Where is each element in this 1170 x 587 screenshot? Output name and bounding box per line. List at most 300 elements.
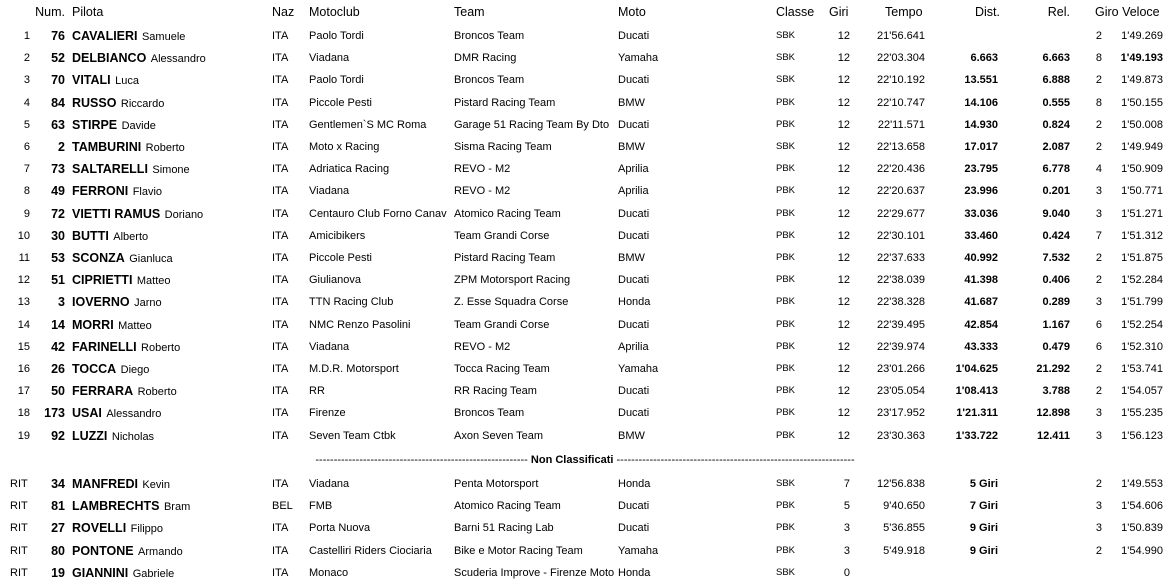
rider-motoclub: Adriatica Racing [309, 163, 390, 176]
total-time: 22'13.658 [877, 141, 925, 153]
best-lap-time: 1'54.057 [1121, 385, 1163, 398]
rider-name [72, 247, 272, 270]
rider-surname: PONTONE [72, 543, 134, 558]
best-lap-number: 7 [1095, 229, 1102, 242]
rider-team: Broncos Team [454, 30, 525, 42]
rider-motoclub: Viadana [309, 478, 350, 490]
header-moto: Moto [618, 5, 646, 19]
total-time: 23'01.266 [877, 363, 925, 375]
rider-motoclub: Amicibikers [309, 229, 366, 242]
gap-to-previous: 0.201 [1042, 185, 1070, 198]
rider-class: PBK [776, 207, 796, 219]
rider-class: PBK [776, 252, 796, 263]
total-time: 22'20.637 [877, 185, 925, 198]
rider-motoclub: Castelliri Riders Ciociaria [309, 544, 432, 557]
rider-nation: ITA [272, 163, 289, 176]
rider-class: PBK [776, 429, 796, 441]
rider-surname: MANFREDI [72, 477, 138, 491]
rider-team: Axon Seven Team [454, 429, 544, 442]
rider-bike: Yamaha [618, 544, 659, 557]
best-lap-time: 1'49.193 [1120, 52, 1163, 65]
best-lap-number: 2 [1095, 274, 1102, 287]
best-lap-number: 2 [1095, 118, 1102, 131]
rider-motoclub: Viadana [309, 52, 350, 65]
best-lap-number: 3 [1095, 296, 1102, 309]
table-row [0, 225, 1170, 247]
rider-name [72, 540, 272, 563]
rider-firstname: Riccardo [120, 97, 165, 110]
best-lap-time: 1'50.155 [1121, 96, 1163, 109]
row-position: 13 [17, 296, 30, 309]
rider-class: PBK [776, 522, 796, 534]
best-lap-number: 3 [1095, 429, 1102, 442]
gap-to-leader: 5 Giri [969, 478, 998, 490]
rider-name [72, 336, 272, 359]
rider-number: 80 [51, 543, 65, 558]
header-rel: Rel. [1047, 5, 1070, 19]
rider-number: 51 [51, 273, 65, 288]
rider-name [72, 180, 272, 203]
laps-count: 12 [837, 407, 850, 420]
rider-team: ZPM Motorsport Racing [454, 274, 571, 287]
rider-nation: ITA [272, 385, 289, 398]
rider-team: RR Racing Team [454, 385, 537, 398]
rider-motoclub: Paolo Tordi [309, 30, 364, 42]
rider-firstname: Armando [138, 545, 183, 558]
rider-team: Broncos Team [454, 407, 525, 420]
rider-number: 81 [51, 499, 65, 514]
header-giro-veloce: Giro Veloce [1095, 5, 1160, 19]
best-lap-number: 2 [1095, 385, 1102, 398]
rider-firstname: Gianluca [129, 253, 173, 265]
rider-surname: USAI [72, 406, 102, 421]
total-time: 12'56.838 [877, 478, 925, 490]
table-header [0, 1, 1170, 23]
row-position: 2 [23, 52, 30, 65]
rider-nation: ITA [272, 274, 289, 287]
total-time: 22'20.436 [877, 163, 925, 176]
rider-firstname: Samuele [141, 31, 186, 43]
table-row [0, 358, 1170, 380]
row-position: 9 [23, 207, 30, 220]
rider-firstname: Filippo [130, 523, 164, 536]
total-time: 9'40.650 [883, 500, 925, 513]
gap-to-previous: 0.289 [1042, 296, 1070, 309]
rider-motoclub: Giulianova [309, 274, 361, 287]
rider-nation: ITA [272, 407, 289, 420]
rider-class: PBK [776, 96, 796, 108]
header-motoclub: Motoclub [309, 5, 360, 19]
rider-motoclub: Viadana [309, 185, 350, 198]
rider-bike: Yamaha [618, 363, 659, 375]
best-lap-time: 1'54.606 [1121, 500, 1163, 513]
rider-team: Tocca Racing Team [454, 363, 550, 375]
rider-motoclub: NMC Renzo Pasolini [309, 318, 411, 331]
gap-to-leader: 41.398 [964, 274, 998, 287]
rider-motoclub: Piccole Pesti [309, 252, 372, 264]
gap-to-leader: 1'04.625 [955, 363, 998, 375]
table-row [0, 203, 1170, 225]
rider-team: REVO - M2 [454, 163, 511, 176]
gap-to-leader: 17.017 [964, 141, 998, 153]
row-position: 6 [23, 141, 30, 153]
rider-bike: Honda [618, 478, 651, 490]
gap-to-leader: 23.996 [964, 185, 998, 198]
laps-count: 12 [837, 429, 850, 442]
total-time: 22'11.571 [877, 118, 925, 131]
rider-class: SBK [776, 74, 796, 86]
rider-surname: MORRI [72, 317, 114, 332]
rider-nation: ITA [272, 544, 289, 557]
rider-bike: Ducati [618, 385, 650, 398]
header-giri: Giri [829, 5, 849, 19]
rider-number: 92 [51, 428, 65, 443]
rider-nation: ITA [272, 252, 289, 264]
table-row [0, 291, 1170, 313]
rider-nation: ITA [272, 30, 289, 42]
rider-surname: FARINELLI [72, 339, 137, 354]
rider-firstname: Roberto [141, 341, 181, 354]
rider-bike: Aprilia [618, 185, 649, 198]
gap-to-leader: 9 Giri [969, 522, 998, 535]
row-status: RIT [10, 478, 28, 490]
rider-number: 42 [51, 339, 65, 354]
rider-team: Barni 51 Racing Lab [454, 522, 554, 535]
rider-firstname: Roberto [137, 386, 177, 399]
rider-class: PBK [776, 274, 796, 286]
rider-firstname: Roberto [145, 142, 185, 154]
gap-to-leader: 13.551 [964, 74, 998, 87]
rider-number: 49 [51, 184, 65, 199]
total-time: 22'30.101 [877, 229, 925, 242]
best-lap-time: 1'50.771 [1121, 185, 1163, 198]
rider-class: PBK [776, 296, 796, 308]
best-lap-number: 3 [1095, 522, 1102, 535]
rider-nation: ITA [272, 340, 289, 353]
best-lap-number: 2 [1095, 141, 1102, 153]
laps-count: 12 [837, 52, 850, 65]
gap-to-previous: 0.824 [1042, 118, 1070, 131]
table-row [0, 269, 1170, 291]
rider-number: 72 [51, 206, 65, 221]
rider-surname: FERRONI [72, 184, 129, 199]
rider-motoclub: Viadana [309, 340, 350, 353]
rider-class: PBK [776, 363, 796, 374]
rider-number: 53 [51, 251, 65, 265]
best-lap-number: 8 [1095, 96, 1102, 109]
gap-to-previous: 0.479 [1042, 340, 1070, 353]
gap-to-previous: 6.663 [1042, 52, 1070, 65]
best-lap-number: 3 [1095, 500, 1102, 513]
rider-class: PBK [776, 118, 796, 130]
header-team: Team [454, 5, 485, 19]
rider-nation: ITA [272, 141, 289, 153]
row-position: 11 [18, 252, 30, 264]
laps-count: 12 [837, 118, 850, 131]
best-lap-time: 1'49.269 [1121, 30, 1163, 42]
rider-team: Broncos Team [454, 74, 525, 87]
gap-to-leader: 6.663 [970, 52, 998, 65]
rider-surname: LUZZI [72, 428, 108, 443]
rider-name [72, 314, 272, 337]
gap-to-previous: 9.040 [1042, 207, 1070, 220]
rider-class: PBK [776, 318, 796, 330]
best-lap-number: 3 [1095, 407, 1102, 420]
gap-to-leader: 7 Giri [969, 500, 998, 513]
rider-nation: ITA [272, 207, 289, 220]
rider-firstname: Matteo [118, 319, 152, 332]
table-row [0, 92, 1170, 114]
rider-number: 19 [51, 565, 65, 580]
row-position: 12 [17, 274, 30, 287]
rider-surname: RUSSO [72, 95, 117, 110]
laps-count: 12 [837, 363, 850, 375]
rider-number: 73 [51, 162, 65, 177]
best-lap-number: 3 [1095, 185, 1102, 198]
table-row [0, 380, 1170, 402]
best-lap-time: 1'51.271 [1121, 207, 1163, 220]
table-row [0, 25, 1170, 47]
laps-count: 12 [837, 385, 850, 398]
row-position: 18 [17, 407, 30, 420]
rider-nation: ITA [272, 318, 289, 331]
total-time: 22'38.039 [877, 274, 925, 287]
rider-bike: Yamaha [618, 52, 659, 65]
total-time: 21'56.641 [877, 30, 925, 42]
laps-count: 12 [837, 96, 850, 109]
rider-surname: VITALI [72, 73, 111, 88]
rider-nation: ITA [272, 52, 289, 65]
total-time: 22'03.304 [877, 52, 925, 65]
rider-team: Garage 51 Racing Team By Dto [454, 118, 610, 131]
best-lap-time: 1'51.799 [1121, 296, 1163, 309]
table-row [0, 247, 1170, 269]
rider-surname: DELBIANCO [72, 51, 147, 66]
rider-surname: CIPRIETTI [72, 273, 133, 288]
laps-count: 3 [843, 522, 850, 535]
rider-surname: SALTARELLI [72, 162, 148, 177]
row-position: 1 [23, 30, 30, 42]
row-position: 3 [23, 74, 30, 87]
rider-number: 50 [51, 384, 65, 399]
gap-to-previous: 21.292 [1036, 363, 1070, 375]
gap-to-leader: 33.036 [964, 207, 998, 220]
rider-nation: ITA [272, 522, 289, 535]
laps-count: 12 [837, 252, 850, 264]
gap-to-previous: 6.778 [1042, 163, 1070, 176]
best-lap-number: 2 [1095, 478, 1102, 490]
laps-count: 12 [837, 274, 850, 287]
rider-surname: VIETTI RAMUS [72, 206, 161, 221]
rider-name [72, 158, 272, 181]
best-lap-time: 1'50.008 [1121, 118, 1163, 131]
rider-surname: TOCCA [72, 362, 117, 376]
rider-team: Team Grandi Corse [454, 229, 550, 242]
rider-class: PBK [776, 544, 796, 556]
total-time: 5'36.855 [883, 522, 925, 535]
gap-to-leader: 33.460 [964, 229, 998, 242]
rider-bike: Aprilia [618, 340, 649, 353]
rider-name [72, 225, 272, 248]
row-position: 17 [17, 385, 30, 398]
rider-surname: BUTTI [72, 228, 109, 243]
rider-firstname: Alessandro [106, 408, 162, 421]
rider-firstname: Flavio [132, 186, 163, 199]
rider-class: PBK [776, 385, 796, 397]
table-row [0, 114, 1170, 136]
rider-bike: BMW [618, 96, 645, 109]
gap-to-previous: 12.898 [1036, 407, 1070, 420]
rider-class: SBK [776, 141, 796, 152]
gap-to-previous: 0.406 [1042, 274, 1070, 287]
total-time: 22'39.974 [877, 340, 925, 353]
table-row [0, 425, 1170, 447]
rider-surname: ROVELLI [72, 521, 127, 536]
gap-to-previous: 0.424 [1042, 229, 1070, 242]
rider-motoclub: M.D.R. Motorsport [309, 363, 399, 375]
laps-count: 12 [837, 163, 850, 176]
table-row [0, 540, 1170, 562]
rider-team: Bike e Motor Racing Team [454, 544, 583, 557]
rider-class: SBK [776, 52, 796, 64]
rider-nation: ITA [272, 185, 289, 198]
header-num: Num. [35, 5, 65, 19]
gap-to-leader: 23.795 [964, 163, 998, 176]
gap-to-previous: 1.167 [1042, 318, 1070, 331]
total-time: 23'17.952 [877, 407, 925, 420]
row-position: 10 [17, 229, 30, 242]
header-pilota: Pilota [72, 5, 104, 19]
rider-firstname: Kevin [142, 479, 170, 491]
rider-team: DMR Racing [454, 52, 517, 65]
total-time: 22'37.633 [877, 252, 925, 264]
rider-firstname: Jarno [134, 297, 162, 310]
gap-to-previous: 0.555 [1042, 96, 1070, 109]
best-lap-time: 1'51.875 [1121, 252, 1163, 264]
laps-count: 0 [843, 566, 850, 579]
non-classified-separator [0, 449, 1170, 471]
best-lap-time: 1'49.873 [1121, 74, 1163, 87]
rider-bike: Ducati [618, 500, 650, 513]
rider-motoclub: Centauro Club Forno Canav [309, 207, 447, 220]
rider-firstname: Alberto [113, 230, 149, 243]
laps-count: 3 [843, 544, 850, 557]
gap-to-leader: 1'08.413 [955, 385, 998, 398]
table-row [0, 517, 1170, 539]
rider-name [72, 92, 272, 115]
gap-to-leader: 41.687 [964, 296, 998, 309]
total-time: 22'10.192 [877, 74, 925, 87]
rider-surname: FERRARA [72, 384, 134, 399]
rider-bike: Ducati [618, 74, 650, 87]
row-position: 7 [23, 163, 30, 176]
laps-count: 12 [837, 296, 850, 309]
row-status: RIT [10, 544, 28, 557]
rider-bike: Ducati [618, 118, 650, 131]
total-time: 5'49.918 [883, 544, 925, 557]
rider-bike: Ducati [618, 229, 650, 242]
rider-number: 84 [51, 95, 65, 110]
rider-bike: BMW [618, 141, 645, 153]
gap-to-previous: 7.532 [1042, 252, 1070, 264]
best-lap-number: 2 [1095, 544, 1102, 557]
laps-count: 5 [843, 500, 850, 513]
gap-to-previous: 12.411 [1036, 429, 1070, 442]
rider-bike: Ducati [618, 318, 650, 331]
laps-count: 12 [837, 207, 850, 220]
rider-team: Atomico Racing Team [454, 500, 561, 513]
rider-nation: BEL [272, 500, 293, 513]
rider-number: 14 [51, 317, 65, 332]
rider-name [72, 47, 272, 70]
rider-team: Pistard Racing Team [454, 252, 556, 264]
rider-name [72, 69, 272, 92]
best-lap-number: 2 [1095, 74, 1102, 87]
rider-number: 52 [51, 51, 65, 66]
gap-to-leader: 14.930 [964, 118, 998, 131]
best-lap-time: 1'52.254 [1121, 318, 1163, 331]
total-time: 22'38.328 [877, 296, 925, 309]
total-time: 23'30.363 [877, 429, 925, 442]
best-lap-number: 8 [1095, 52, 1102, 65]
table-row [0, 473, 1170, 495]
rider-motoclub: Porta Nuova [309, 522, 371, 535]
best-lap-time: 1'56.123 [1121, 429, 1163, 442]
rider-surname: CAVALIERI [72, 29, 138, 43]
laps-count: 12 [837, 185, 850, 198]
table-row [0, 158, 1170, 180]
rider-name [72, 517, 272, 540]
rider-motoclub: Piccole Pesti [309, 96, 372, 109]
rider-number: 26 [51, 362, 65, 376]
rider-class: PBK [776, 340, 796, 352]
table-row [0, 562, 1170, 584]
best-lap-time: 1'50.839 [1121, 522, 1163, 535]
best-lap-number: 3 [1095, 207, 1102, 220]
total-time: 22'29.677 [877, 207, 925, 220]
best-lap-time: 1'52.284 [1121, 274, 1163, 287]
laps-count: 12 [837, 74, 850, 87]
rider-class: PBK [776, 500, 796, 512]
rider-bike: Ducati [618, 274, 650, 287]
separator-dashes-right: ----------------------------------------------------------------- [616, 454, 855, 466]
table-row [0, 402, 1170, 424]
rider-number: 27 [51, 521, 65, 536]
rider-motoclub: Gentlemen`S MC Roma [309, 118, 427, 131]
best-lap-number: 4 [1095, 163, 1102, 176]
row-position: 8 [23, 185, 30, 198]
best-lap-number: 6 [1095, 340, 1102, 353]
rider-nation: ITA [272, 118, 289, 131]
rider-team: Pistard Racing Team [454, 96, 556, 109]
rider-nation: ITA [272, 478, 289, 490]
total-time: 22'10.747 [877, 96, 925, 109]
rider-firstname: Davide [121, 119, 156, 132]
rider-name [72, 269, 272, 292]
laps-count: 12 [837, 340, 850, 353]
table-row [0, 47, 1170, 69]
rider-number: 2 [58, 140, 65, 154]
rider-bike: Ducati [618, 207, 650, 220]
rider-name [72, 495, 272, 518]
laps-count: 12 [837, 318, 850, 331]
rider-name [72, 25, 272, 48]
gap-to-leader: 1'21.311 [956, 407, 998, 420]
table-row [0, 495, 1170, 517]
rider-class: PBK [776, 407, 796, 419]
rider-firstname: Matteo [136, 275, 171, 288]
rider-class: SBK [776, 30, 796, 41]
